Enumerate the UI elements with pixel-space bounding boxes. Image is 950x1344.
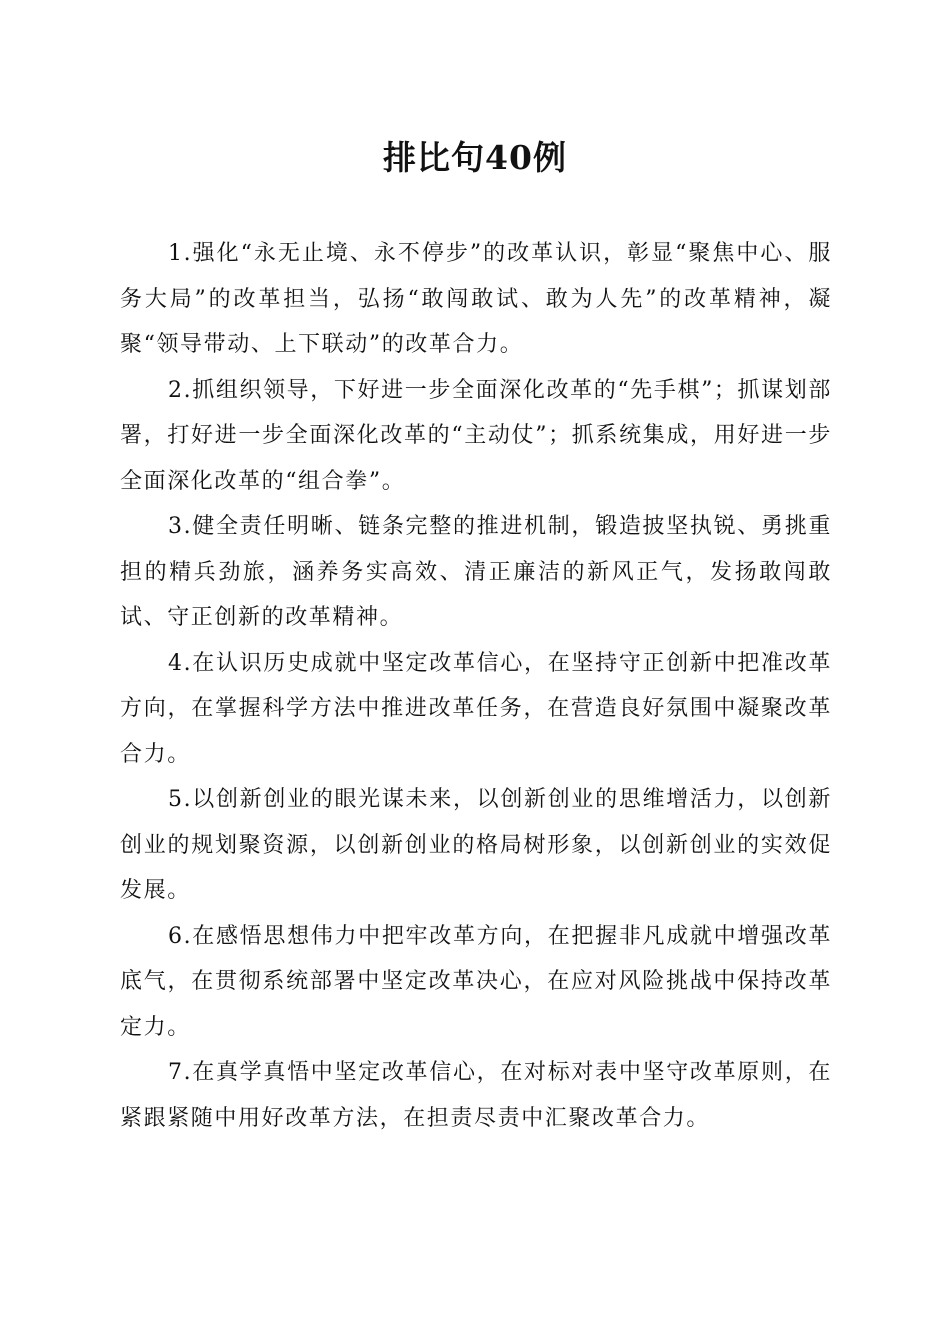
paragraph: 7.在真学真悟中坚定改革信心，在对标对表中坚守改革原则，在紧跟紧随中用好改革方法，在担责尽责中汇聚改革合力。 (120, 1060, 832, 1131)
paragraph: 6.在感悟思想伟力中把牢改革方向，在把握非凡成就中增强改革底气，在贯彻系统部署中坚定改革决心，在应对风险挑战中保持改革定力。 (120, 923, 832, 1040)
paragraph: 4.在认识历史成就中坚定改革信心，在坚持守正创新中把准改革方向，在掌握科学方法中推进改革任务，在营造良好氛围中凝聚改革合力。 (120, 650, 832, 767)
paragraph: 1.强化“永无止境、永不停步”的改革认识，彰显“聚焦中心、服务大局”的改革担当，弘扬“敢闯敢试、敢为人先”的改革精神，凝聚“领导带动、上下联动”的改革合力。 (120, 241, 832, 357)
document-body (120, 231, 832, 1141)
document-title: 排比句40例 (383, 138, 567, 177)
paragraph: 5.以创新创业的眼光谋未来，以创新创业的思维增活力，以创新创业的规划聚资源，以创新创业的格局树形象，以创新创业的实效促发展。 (120, 787, 832, 903)
paragraph: 3.健全责任明晰、链条完整的推进机制，锻造披坚执锐、勇挑重担的精兵劲旅，涵养务实高效、清正廉洁的新风正气，发扬敢闯敢试、守正创新的改革精神。 (120, 514, 832, 630)
paragraph: 2.抓组织领导，下好进一步全面深化改革的“先手棋”；抓谋划部署，打好进一步全面深化改革的“主动仗”；抓系统集成，用好进一步全面深化改革的“组合拳”。 (120, 377, 832, 494)
